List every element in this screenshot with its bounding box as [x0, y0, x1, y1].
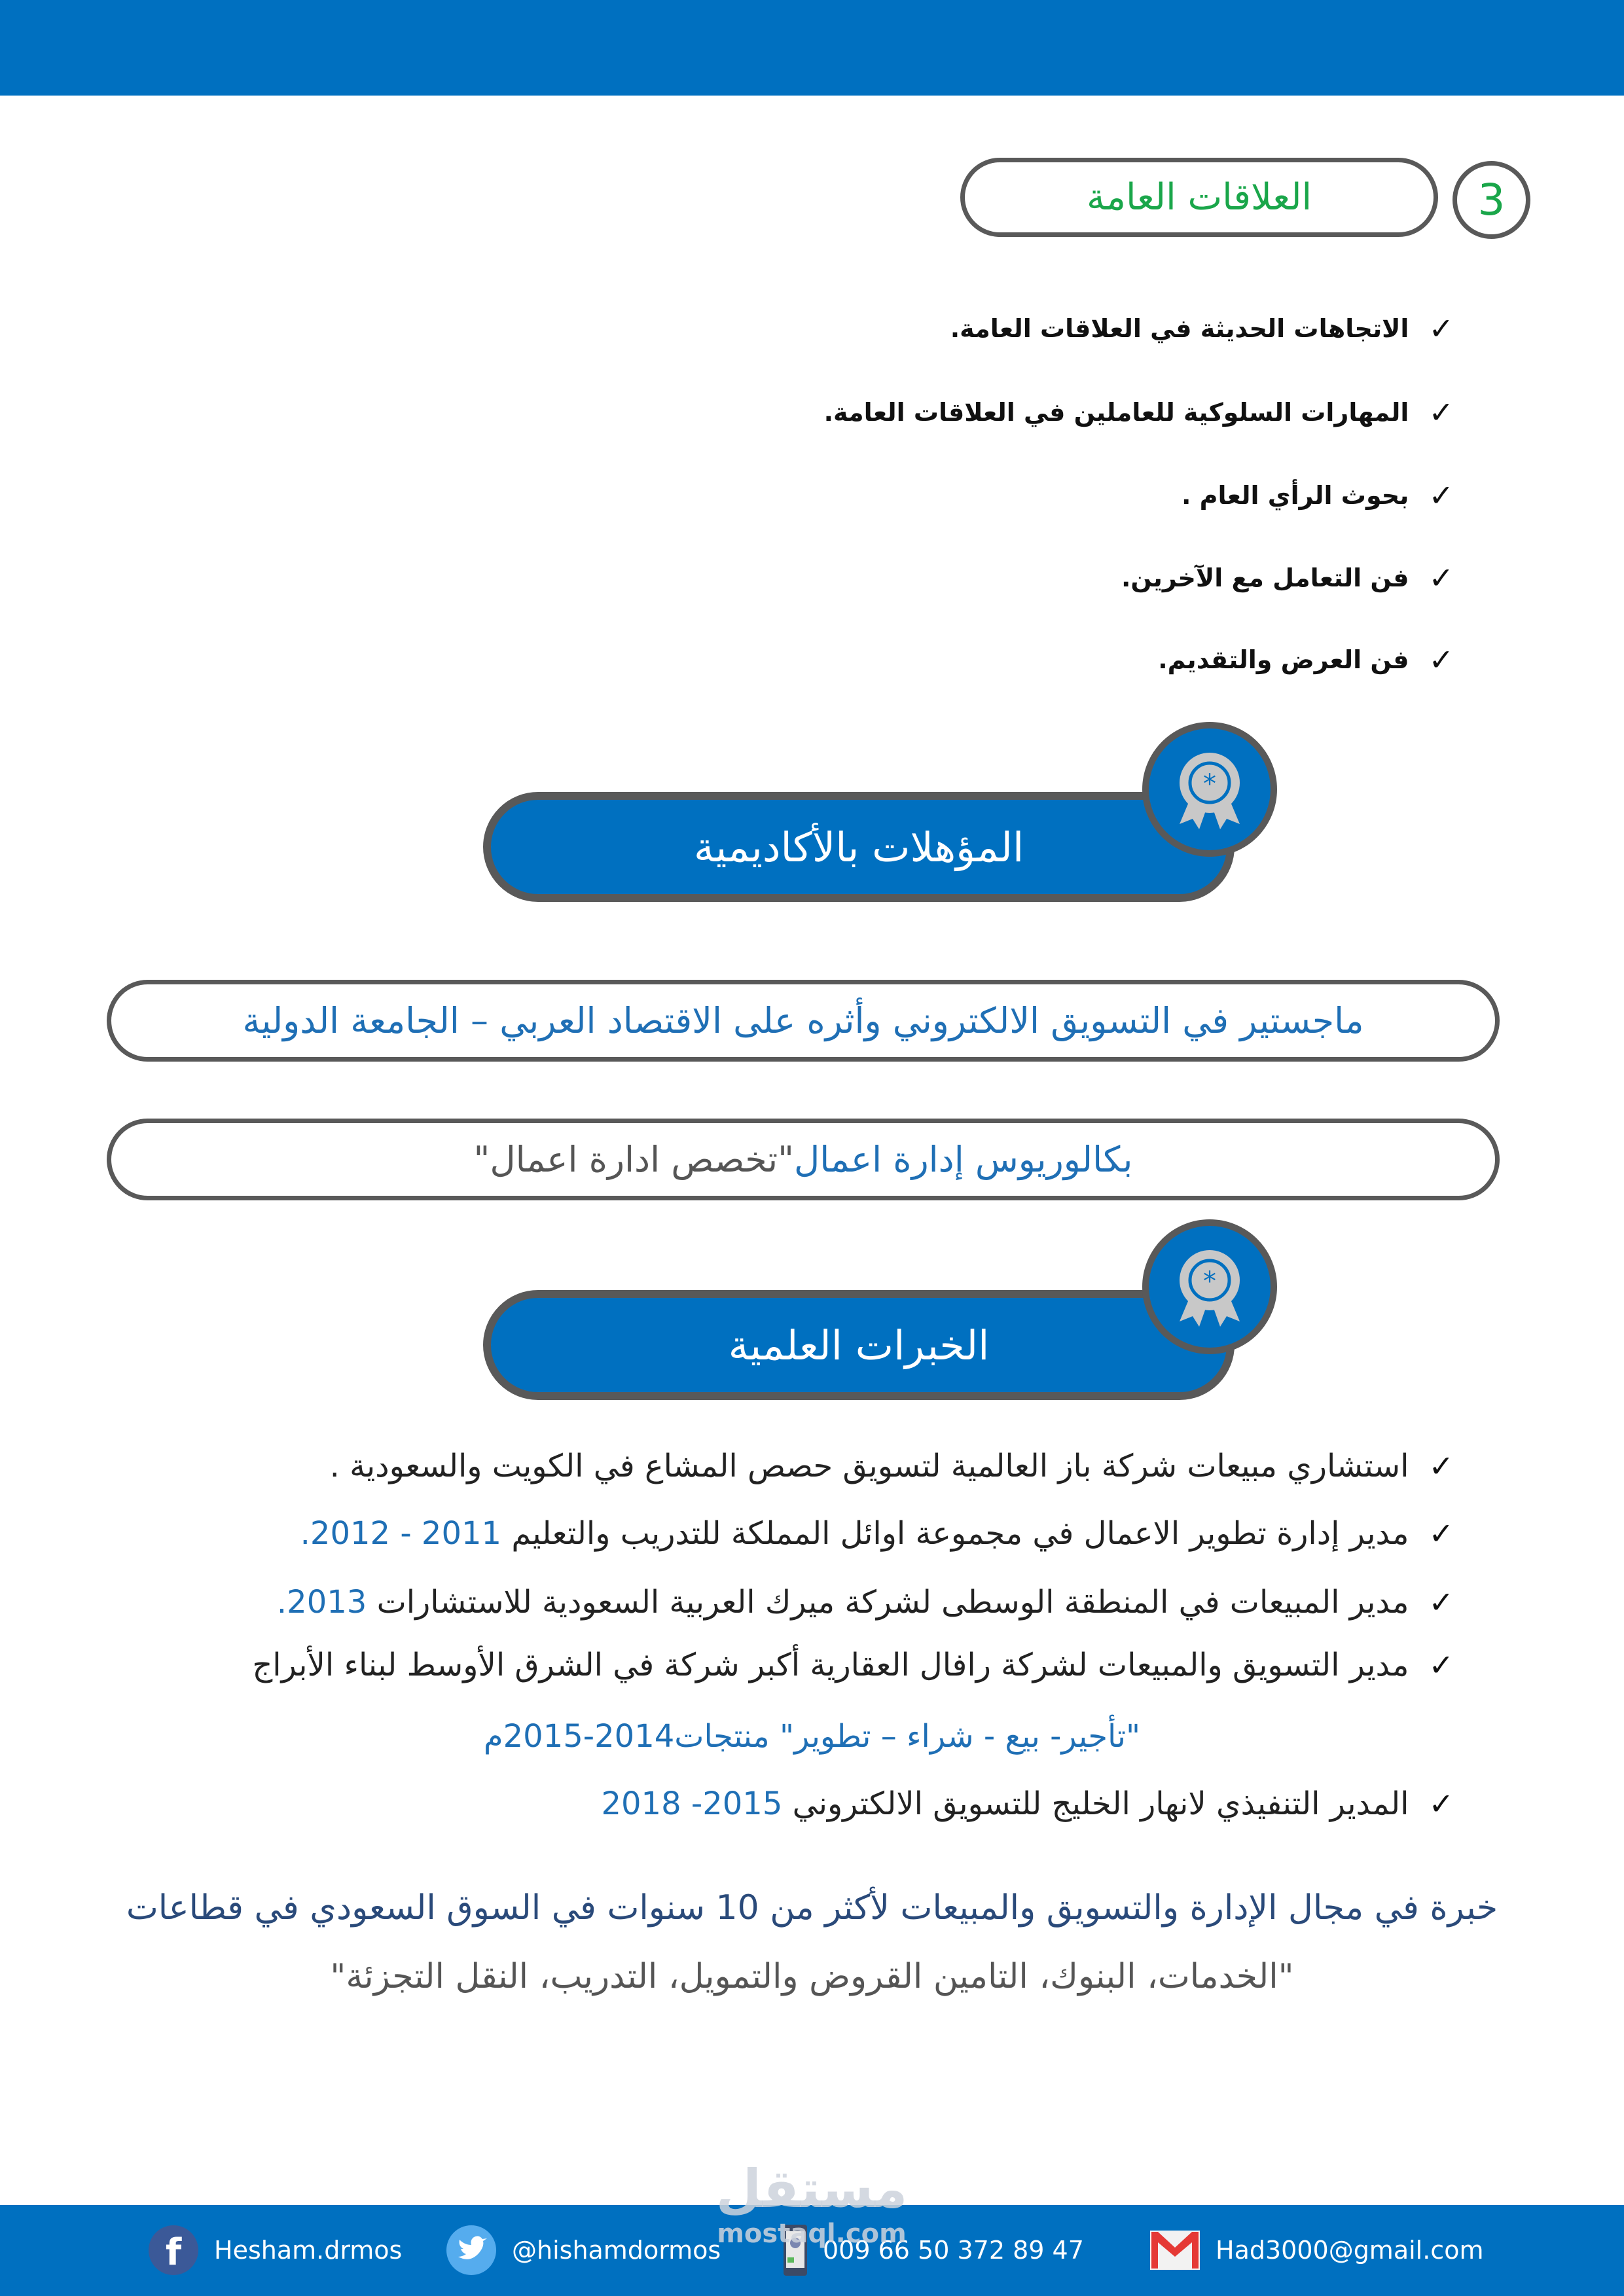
experience-item	[601, 1785, 1454, 1822]
experience-text: مدير التسويق والمبيعات لشركة رافال العقارية أكبر شركة في الشرق الأوسط لبناء الأبراج	[252, 1647, 1409, 1683]
section-number	[1453, 161, 1530, 239]
skill-item	[1121, 560, 1454, 596]
summary-line-2: "الخدمات، البنوك، التامين القروض والتمويل، التدريب، النقل التجزئة"	[330, 1957, 1294, 1996]
section-title-pill	[960, 158, 1438, 237]
footer-facebook[interactable]	[147, 2222, 402, 2278]
check-icon: ✓	[1428, 1448, 1454, 1484]
award-medal-icon	[1142, 1219, 1277, 1354]
qualifications-banner	[483, 792, 1235, 902]
footer-twitter[interactable]	[445, 2222, 721, 2278]
check-icon: ✓	[1428, 1647, 1454, 1683]
check-icon: ✓	[1428, 1786, 1454, 1821]
skill-text: بحوث الرأي العام .	[1182, 481, 1409, 510]
check-icon: ✓	[1428, 642, 1454, 677]
svg-text:f: f	[165, 2231, 182, 2274]
experience-text: مدير المبيعات في المنطقة الوسطى لشركة ميرك العربية السعودية للاستشارات 2013.	[276, 1584, 1409, 1621]
skill-item	[1158, 642, 1454, 677]
experience-item	[300, 1515, 1454, 1552]
experience-years: 2011 - 2012.	[300, 1515, 502, 1552]
email-address: Had3000@gmail.com	[1216, 2236, 1484, 2265]
experience-years: 2015- 2018	[601, 1785, 783, 1822]
section-number-text: 3	[1477, 175, 1506, 225]
facebook-icon	[147, 2224, 200, 2276]
watermark-arabic: مستقل	[715, 2159, 908, 2219]
experience-continuation: "تأجير- بيع - شراء – تطوير" منتجات2014-2015م	[483, 1718, 1141, 1755]
experience-banner	[483, 1290, 1235, 1400]
experience-text: المدير التنفيذي لانهار الخليج للتسويق الالكتروني 2015- 2018	[601, 1785, 1409, 1822]
section-title: العلاقات العامة	[1086, 176, 1312, 219]
watermark-latin: mostaql.com	[717, 2219, 907, 2249]
check-icon: ✓	[1428, 395, 1454, 430]
skill-text: الاتجاهات الحديثة في العلاقات العامة.	[950, 314, 1409, 343]
degree-bachelors	[107, 1119, 1500, 1200]
check-icon: ✓	[1428, 560, 1454, 596]
degree-bachelors-note: "تخصص ادارة اعمال"	[473, 1139, 794, 1180]
qualifications-title: المؤهلات بالأكاديمية	[693, 823, 1024, 871]
svg-text:*: *	[1203, 769, 1216, 799]
check-icon: ✓	[1428, 311, 1454, 346]
experience-item	[277, 1584, 1454, 1621]
skill-item	[950, 311, 1454, 346]
experience-item	[252, 1647, 1454, 1683]
experience-title: الخبرات العلمية	[728, 1321, 990, 1369]
skill-text: المهارات السلوكية للعاملين في العلاقات العامة.	[823, 398, 1409, 427]
twitter-handle: @hishamdormos	[512, 2236, 721, 2265]
experience-item	[330, 1448, 1454, 1484]
experience-years: 2013.	[276, 1584, 367, 1621]
award-medal-icon	[1142, 722, 1277, 857]
skill-text: فن العرض والتقديم.	[1158, 645, 1409, 674]
check-icon: ✓	[1428, 1585, 1454, 1620]
svg-text:*: *	[1203, 1266, 1216, 1297]
experience-text: استشاري مبيعات شركة باز العالمية لتسويق حصص المشاع في الكويت والسعودية .	[329, 1448, 1409, 1484]
skill-item	[824, 395, 1454, 430]
degree-bachelors-text: بكالوريوس إدارة اعمال	[793, 1139, 1133, 1180]
gmail-icon	[1149, 2229, 1201, 2271]
check-icon: ✓	[1428, 478, 1454, 513]
facebook-handle: Hesham.drmos	[214, 2236, 403, 2265]
summary-line-1: خبرة في مجال الإدارة والتسويق والمبيعات لأكثر من 10 سنوات في السوق السعودي في قطاعات	[126, 1888, 1498, 1928]
footer-email[interactable]	[1149, 2222, 1483, 2278]
check-icon: ✓	[1428, 1516, 1454, 1551]
skill-item	[1182, 478, 1454, 513]
degree-masters-text: ماجستير في التسويق الالكتروني وأثره على الاقتصاد العربي – الجامعة الدولية	[242, 1000, 1364, 1041]
twitter-icon	[445, 2224, 497, 2276]
phone-number: 009 66 50 372 89 47	[823, 2236, 1084, 2265]
top-bar	[0, 0, 1624, 96]
experience-text: مدير إدارة تطوير الاعمال في مجموعة اوائل المملكة للتدريب والتعليم 2011 - 2012.	[300, 1515, 1409, 1552]
degree-masters	[107, 980, 1500, 1062]
watermark	[707, 2160, 916, 2249]
skill-text: فن التعامل مع الآخرين.	[1121, 564, 1409, 592]
